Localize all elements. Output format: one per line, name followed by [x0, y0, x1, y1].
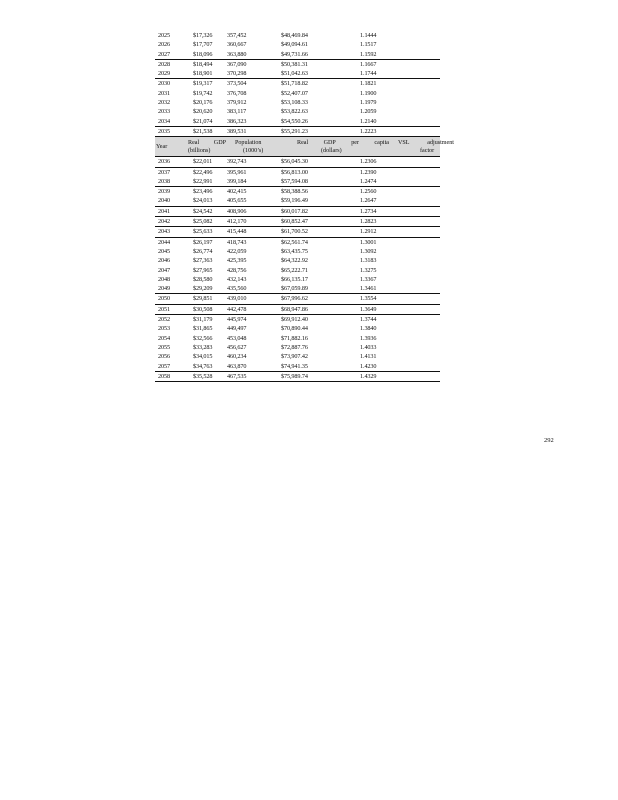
population-cell: 412,170 [227, 218, 247, 226]
gdp-cell: $32,566 [193, 334, 213, 342]
vsl-factor-cell: 1.1979 [360, 99, 377, 107]
table-row [155, 157, 440, 167]
population-cell: 467,535 [227, 372, 247, 380]
gdp-per-capita-cell: $73,907.42 [281, 353, 308, 361]
gdp-cell: $22,011 [193, 158, 213, 166]
population-cell: 386,323 [227, 117, 247, 125]
gdp-cell: $28,580 [193, 275, 213, 283]
population-cell: 449,497 [227, 325, 247, 333]
gdp-cell: $18,494 [193, 60, 213, 68]
vsl-factor-cell: 1.4131 [360, 353, 377, 361]
vsl-factor-header-line1 [398, 139, 454, 147]
vsl-factor-cell: 1.4230 [360, 362, 377, 370]
year-cell: 2051 [158, 305, 170, 313]
year-cell: 2042 [158, 218, 170, 226]
gdp-per-capita-cell: $50,381.31 [281, 60, 308, 68]
table-row [155, 59, 440, 69]
vsl-factor-cell: 1.1821 [360, 80, 377, 88]
vsl-factor-cell: 1.3367 [360, 275, 377, 283]
gdp-per-capita-cell: $70,890.44 [281, 325, 308, 333]
population-cell: 370,298 [227, 70, 247, 78]
table-row [155, 275, 440, 284]
table-row [155, 315, 440, 324]
gdp-per-capita-cell: $53,108.33 [281, 99, 308, 107]
year-cell: 2045 [158, 247, 170, 255]
year-cell: 2026 [158, 41, 170, 49]
table-row [155, 343, 440, 352]
table-row [155, 98, 440, 107]
year-cell: 2050 [158, 295, 170, 303]
population-cell: 442,478 [227, 305, 247, 313]
table-row [155, 266, 440, 275]
gdp-cell: $18,096 [193, 50, 213, 58]
vsl-factor-cell: 1.2647 [360, 197, 377, 205]
table-row [155, 69, 440, 79]
population-cell: 376,708 [227, 89, 247, 97]
gdp-per-capita-header-capita: capita [374, 139, 389, 146]
year-cell: 2028 [158, 60, 170, 68]
gdp-per-capita-cell: $65,222.71 [281, 266, 308, 274]
table-row [155, 206, 440, 217]
table-row [155, 305, 440, 315]
vsl-factor-cell: 1.2223 [360, 127, 377, 135]
gdp-per-capita-cell: $56,813.00 [281, 168, 308, 176]
table-row [155, 31, 440, 40]
gdp-per-capita-cell: $53,822.63 [281, 108, 308, 116]
gdp-per-capita-header-line2: (dollars) [321, 147, 342, 154]
year-cell: 2025 [158, 32, 170, 39]
gdp-cell: $22,496 [193, 168, 213, 176]
population-cell: 373,504 [227, 80, 247, 88]
vsl-factor-cell: 1.2474 [360, 177, 377, 185]
gdp-cell: $22,991 [193, 177, 213, 185]
population-cell: 425,395 [227, 257, 247, 265]
gdp-cell: $29,209 [193, 285, 213, 293]
table-row [155, 40, 440, 49]
gdp-per-capita-header-line1 [297, 139, 389, 147]
table-top-section [155, 31, 440, 136]
year-cell: 2038 [158, 177, 170, 185]
vsl-factor-cell: 1.1444 [360, 32, 377, 39]
vsl-factor-cell: 1.1592 [360, 50, 377, 58]
year-cell: 2035 [158, 127, 170, 135]
vsl-factor-cell: 1.3554 [360, 295, 377, 303]
population-cell: 428,756 [227, 266, 247, 274]
gdp-cell: $30,508 [193, 305, 213, 313]
gdp-cell: $24,542 [193, 207, 213, 215]
vsl-factor-header-vsl: VSL [398, 139, 410, 146]
year-cell: 2031 [158, 89, 170, 97]
gdp-cell: $33,283 [193, 343, 213, 351]
table-row [155, 324, 440, 333]
gdp-header-gdp: GDP [213, 139, 226, 146]
table-row [155, 227, 440, 237]
gdp-cell: $31,865 [193, 325, 213, 333]
gdp-cell: $20,176 [193, 99, 213, 107]
table-row [155, 334, 440, 343]
gdp-per-capita-header [297, 139, 389, 155]
gdp-header [188, 139, 226, 155]
gdp-per-capita-cell: $72,887.76 [281, 343, 308, 351]
population-header-line2: (1000’s) [243, 147, 264, 154]
population-cell: 418,743 [227, 238, 247, 246]
year-cell: 2049 [158, 285, 170, 293]
year-cell: 2043 [158, 228, 170, 236]
table-row [155, 256, 440, 265]
population-cell: 435,560 [227, 285, 247, 293]
gdp-cell: $19,742 [193, 89, 213, 97]
gdp-cell: $24,013 [193, 197, 213, 205]
table-row [155, 126, 440, 136]
year-cell: 2044 [158, 238, 170, 246]
gdp-cell: $25,633 [193, 228, 213, 236]
population-cell: 363,880 [227, 50, 247, 58]
table-row [155, 177, 440, 187]
table-row [155, 117, 440, 126]
population-cell: 379,912 [227, 99, 247, 107]
table-row [155, 89, 440, 98]
vsl-factor-header-line2: factor [420, 147, 435, 154]
gdp-cell: $25,082 [193, 218, 213, 226]
gdp-cell: $21,538 [193, 127, 213, 135]
population-cell: 405,655 [227, 197, 247, 205]
year-cell: 2058 [158, 372, 170, 380]
gdp-cell: $29,851 [193, 295, 213, 303]
gdp-header-line2: (billions) [188, 147, 211, 154]
gdp-per-capita-cell: $67,996.62 [281, 295, 308, 303]
vsl-factor-cell: 1.2823 [360, 218, 377, 226]
gdp-cell: $34,763 [193, 362, 213, 370]
gdp-per-capita-header-gdp: GDP [323, 139, 336, 146]
vsl-factor-cell: 1.4329 [360, 372, 377, 380]
gdp-per-capita-cell: $49,094.61 [281, 41, 308, 49]
gdp-per-capita-header-per: per [351, 139, 359, 146]
table-row [155, 196, 440, 205]
gdp-cell: $27,363 [193, 257, 213, 265]
table-row [155, 168, 440, 177]
table-row [155, 352, 440, 361]
population-cell: 367,090 [227, 60, 247, 68]
table-row [155, 247, 440, 256]
vsl-factor-cell: 1.1744 [360, 70, 377, 78]
vsl-factor-cell: 1.3744 [360, 316, 377, 324]
table-row [155, 238, 440, 247]
table-row [155, 79, 440, 88]
gdp-cell: $23,496 [193, 188, 213, 196]
population-cell: 456,627 [227, 343, 247, 351]
gdp-per-capita-cell: $66,135.17 [281, 275, 308, 283]
year-cell: 2036 [158, 158, 170, 166]
gdp-per-capita-cell: $60,017.82 [281, 207, 308, 215]
gdp-cell: $27,965 [193, 266, 213, 274]
gdp-cell: $19,317 [193, 80, 213, 88]
gdp-per-capita-cell: $68,947.86 [281, 305, 308, 313]
gdp-per-capita-cell: $71,882.16 [281, 334, 308, 342]
gdp-per-capita-cell: $62,561.74 [281, 238, 308, 246]
population-cell: 399,184 [227, 177, 247, 185]
gdp-cell: $17,326 [193, 32, 213, 39]
population-cell: 392,743 [227, 158, 247, 166]
year-cell: 2039 [158, 188, 170, 196]
vsl-factor-cell: 1.3936 [360, 334, 377, 342]
vsl-factor-header [398, 139, 454, 155]
gdp-per-capita-cell: $58,388.56 [281, 188, 308, 196]
gdp-per-capita-cell: $56,045.30 [281, 158, 308, 166]
year-cell: 2029 [158, 70, 170, 78]
population-cell: 422,059 [227, 247, 247, 255]
table-row [155, 217, 440, 227]
population-cell: 432,143 [227, 275, 247, 283]
population-cell: 460,234 [227, 353, 247, 361]
table-row [155, 294, 440, 304]
population-cell: 445,974 [227, 316, 247, 324]
year-cell: 2030 [158, 80, 170, 88]
gdp-per-capita-header-real: Real [297, 139, 309, 146]
gdp-cell: $34,015 [193, 353, 213, 361]
gdp-per-capita-cell: $75,989.74 [281, 372, 308, 380]
page-number: 292 [544, 437, 554, 444]
gdp-per-capita-cell: $60,852.47 [281, 218, 308, 226]
vsl-factor-cell: 1.2140 [360, 117, 377, 125]
gdp-per-capita-cell: $64,322.92 [281, 257, 308, 265]
vsl-factor-header-adjustment: adjustment [427, 139, 454, 146]
gdp-per-capita-cell: $52,407.07 [281, 89, 308, 97]
gdp-per-capita-cell: $54,550.26 [281, 117, 308, 125]
gdp-cell: $26,774 [193, 247, 213, 255]
population-cell: 439,010 [227, 295, 247, 303]
gdp-per-capita-cell: $59,196.49 [281, 197, 308, 205]
vsl-factor-cell: 1.3275 [360, 266, 377, 274]
gdp-per-capita-cell: $55,291.23 [281, 127, 308, 135]
table-header-row [155, 136, 454, 157]
year-cell: 2046 [158, 257, 170, 265]
year-cell: 2052 [158, 316, 170, 324]
gdp-cell: $21,074 [193, 117, 213, 125]
vsl-factor-cell: 1.4033 [360, 343, 377, 351]
population-header-line1: Population [235, 139, 262, 146]
table-bottom-section [155, 157, 440, 382]
gdp-per-capita-cell: $67,059.89 [281, 285, 308, 293]
vsl-factor-cell: 1.1667 [360, 60, 377, 68]
year-cell: 2041 [158, 207, 170, 215]
vsl-factor-cell: 1.3461 [360, 285, 377, 293]
year-cell: 2034 [158, 117, 170, 125]
year-cell: 2027 [158, 50, 170, 58]
year-cell: 2053 [158, 325, 170, 333]
table-row [155, 187, 440, 196]
year-cell: 2054 [158, 334, 170, 342]
year-cell: 2032 [158, 99, 170, 107]
vsl-factor-cell: 1.2912 [360, 228, 377, 236]
gdp-per-capita-cell: $49,731.66 [281, 50, 308, 58]
vsl-factor-cell: 1.3183 [360, 257, 377, 265]
vsl-factor-cell: 1.2390 [360, 168, 377, 176]
year-cell: 2037 [158, 168, 170, 176]
gdp-per-capita-cell: $69,912.40 [281, 316, 308, 324]
population-cell: 357,452 [227, 32, 247, 39]
table-row [155, 371, 440, 382]
gdp-cell: $17,707 [193, 41, 213, 49]
vsl-factor-cell: 1.1900 [360, 89, 377, 97]
population-cell: 402,415 [227, 188, 247, 196]
gdp-per-capita-cell: $51,718.82 [281, 80, 308, 88]
vsl-factor-cell: 1.2560 [360, 188, 377, 196]
table-row [155, 50, 440, 59]
year-cell: 2057 [158, 362, 170, 370]
vsl-factor-cell: 1.3649 [360, 305, 377, 313]
vsl-factor-cell: 1.2306 [360, 158, 377, 166]
table-row [155, 107, 440, 116]
vsl-factor-cell: 1.2059 [360, 108, 377, 116]
year-cell: 2047 [158, 266, 170, 274]
year-header [156, 143, 167, 151]
year-cell: 2056 [158, 353, 170, 361]
year-cell: 2048 [158, 275, 170, 283]
vsl-factor-cell: 1.3092 [360, 247, 377, 255]
vsl-factor-cell: 1.3001 [360, 238, 377, 246]
gdp-per-capita-cell: $51,042.63 [281, 70, 308, 78]
vsl-factor-cell: 1.1517 [360, 41, 377, 49]
year-cell: 2040 [158, 197, 170, 205]
table-row [155, 284, 440, 294]
population-cell: 395,961 [227, 168, 247, 176]
vsl-factor-cell: 1.3840 [360, 325, 377, 333]
population-header [235, 139, 281, 155]
gdp-header-line1 [188, 139, 226, 147]
year-header-label: Year [156, 143, 168, 150]
gdp-cell: $26,197 [193, 238, 213, 246]
gdp-cell: $31,179 [193, 316, 213, 324]
gdp-cell: $20,620 [193, 108, 213, 116]
gdp-per-capita-cell: $74,941.35 [281, 362, 308, 370]
gdp-cell: $18,901 [193, 70, 213, 78]
population-cell: 408,906 [227, 207, 247, 215]
population-cell: 453,048 [227, 334, 247, 342]
population-cell: 383,117 [227, 108, 247, 116]
year-cell: 2055 [158, 343, 170, 351]
population-cell: 415,448 [227, 228, 247, 236]
population-cell: 360,667 [227, 41, 247, 49]
gdp-population-table [155, 31, 454, 382]
gdp-per-capita-cell: $57,594.08 [281, 177, 308, 185]
population-cell: 389,531 [227, 127, 247, 135]
gdp-header-real: Real [188, 139, 200, 146]
population-cell: 463,870 [227, 362, 247, 370]
table-row [155, 362, 440, 371]
year-cell: 2033 [158, 108, 170, 116]
vsl-factor-cell: 1.2734 [360, 207, 377, 215]
gdp-per-capita-cell: $63,435.75 [281, 247, 308, 255]
gdp-per-capita-cell: $48,469.84 [281, 32, 308, 39]
gdp-cell: $35,528 [193, 372, 213, 380]
gdp-per-capita-cell: $61,700.52 [281, 228, 308, 236]
